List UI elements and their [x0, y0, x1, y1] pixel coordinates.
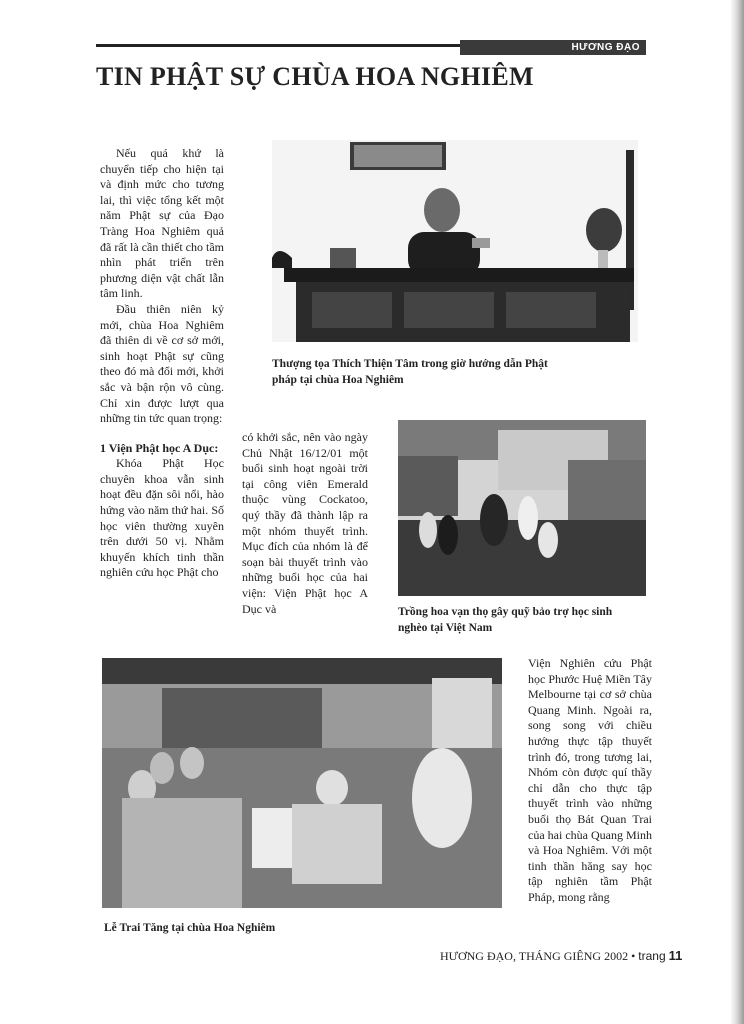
- col1-paragraph-1: Nếu quá khứ là chuyển tiếp cho hiện tại và định mức cho tương lai, thì việc tổng kết một năm Phật sự của Đạo Tràng Hoa Nghiêm quả đã rất là cần thiết cho tầm nhìn phát triển trên phương diện vật chất lẫn tâm linh.: [100, 146, 224, 301]
- column-3: [528, 656, 652, 906]
- page-label: trang: [638, 949, 666, 963]
- photo1-caption: Thượng tọa Thích Thiện Tâm trong giờ hướng dẫn Phật pháp tại chùa Hoa Nghiêm: [272, 358, 548, 386]
- photo-planting-flowers: [398, 420, 646, 596]
- col2-paragraph: có khởi sắc, nên vào ngày Chủ Nhật 16/12/01 một buổi sinh hoạt ngoài trời tại công viên Emerald thuộc vùng Cockatoo, quý thầy đã thành lập ra một nhóm thuyết trình. Mục đích của nhóm là để soạn bài thuyết trình vào những buổi học của hai viện: Viện Phật học A Dục và: [242, 430, 368, 616]
- header-rule: [96, 44, 460, 47]
- page-footer: [440, 948, 682, 964]
- bullet-separator: •: [631, 949, 636, 963]
- photo2-caption: Trồng hoa vạn thọ gây quỹ bảo trợ học sinh nghèo tại Việt Nam: [398, 606, 613, 634]
- col1-paragraph-2: Đầu thiên niên kỷ mới, chùa Hoa Nghiêm đã thiên di về cơ sở mới, sinh hoạt Phật sự cũng theo đó mà đổi mới, khởi sắc và bận rộn vô cùng. Chỉ xin được lượt qua những tin tức quan trọng:: [100, 301, 224, 426]
- planting-flowers-image: [398, 420, 646, 596]
- column-1: [100, 146, 224, 581]
- col3-paragraph: Viện Nghiên cứu Phật học Phước Huệ Miền Tây Melbourne tại cơ sở chùa Quang Minh. Ngoài ra, song song với chiều hướng thực tập thuyết trình đó, trong tương lai, Nhóm còn được quí thầy chỉ dẫn cho thực tập thuyết trình vào những buổi thọ Bát Quan Trai của hai chùa Quang Minh và Hoa Nghiêm. Với một tinh thần hăng say học tập nghiên tầm Phật Pháp, mong rằng: [528, 656, 652, 904]
- column-2: [242, 430, 368, 617]
- page-edge: [730, 0, 744, 1024]
- photo-teacher-lecture: [272, 140, 638, 342]
- col1-paragraph-3: Khóa Phật Học chuyên khoa vẫn sinh hoạt đều đặn sôi nổi, hào hứng vào năm thứ hai. Số học viên thường xuyên trên dưới 50 vị. Nhằm khuyến khích tinh thần nghiên cứu học Phật cho: [100, 456, 224, 580]
- ceremony-image: [102, 658, 502, 908]
- publication-name: HƯƠNG ĐẠO, THÁNG GIÊNG 2002: [440, 949, 629, 963]
- photo-ceremony: [102, 658, 502, 908]
- page-number: 11: [668, 948, 683, 963]
- section-tag: HƯƠNG ĐẠO: [460, 40, 646, 55]
- photo3-caption: Lễ Trai Tăng tại chùa Hoa Nghiêm: [104, 922, 276, 934]
- section-heading-a-duc: 1 Viện Phật học A Dục:: [100, 440, 219, 455]
- teacher-lecture-image: [272, 140, 638, 342]
- article-title: TIN PHẬT SỰ CHÙA HOA NGHIÊM: [96, 62, 534, 91]
